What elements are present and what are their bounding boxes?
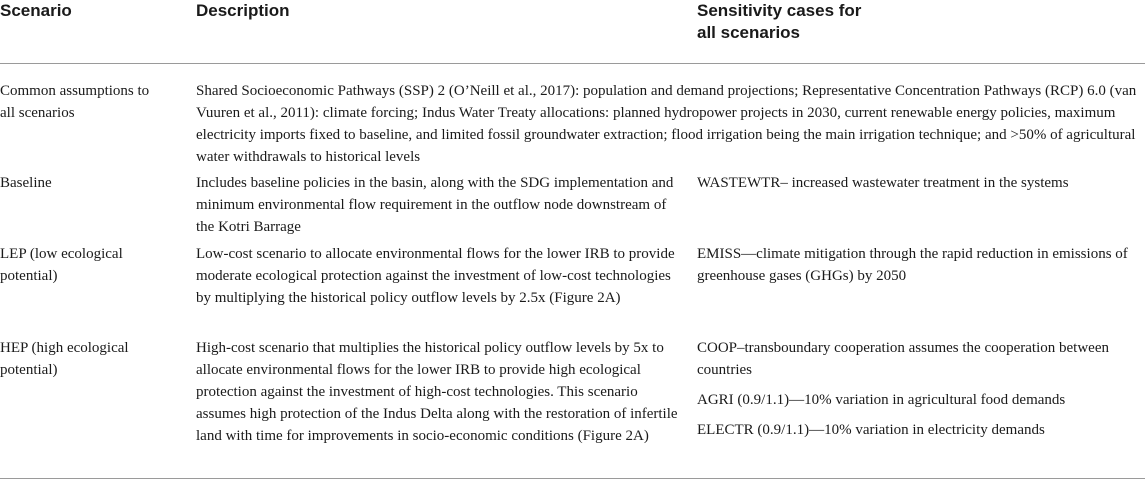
row-hep-description: High-cost scenario that multiplies the historical policy outflow levels by 5x to allocate environmental flows for the lower IRB to provide high ecological protection against the investment of high-cost technologies. This scenario assumes high protection of the Indus Delta along with the restoration of infertile land with time for improvements in socio-economic conditions (Figure 2A) — [196, 340, 678, 444]
scenario-line: potential) — [0, 268, 58, 284]
scenario-line: potential) — [0, 362, 58, 378]
row-common-scenario — [0, 80, 185, 124]
row-baseline-description: Includes baseline policies in the basin, along with the SDG implementation and minimum environmental flow requirement in the outflow node downstream of the Kotri Barrage — [196, 175, 674, 235]
header-description: Description — [196, 1, 290, 20]
row-lep-sensitivity — [697, 243, 1142, 287]
scenario-line: all scenarios — [0, 105, 75, 121]
sensitivity-item: ELECTR (0.9/1.1)—10% variation in electricity demands — [697, 422, 1045, 438]
header-sensitivity — [697, 0, 997, 44]
scenario-line: LEP (low ecological — [0, 246, 123, 262]
row-common-description: Shared Socioeconomic Pathways (SSP) 2 (O’Neill et al., 2017): population and demand projections; Representative Concentration Pathways (RCP) 6.0 (van Vuuren et al., 2011): climate forcing; Indus Water Treaty allocations: planned hydropower projects in 2030, current renewable energy policies, maximum electricity imports fixed to baseline, and limited fossil groundwater extraction; flood irrigation being the main irrigation technique; and >50% of agricultural water withdrawals to historical levels — [196, 83, 1137, 165]
row-hep-sensitivity — [697, 337, 1142, 441]
row-lep-description: Low-cost scenario to allocate environmental flows for the lower IRB to provide moderate ecological protection against the investment of low-cost technologies by multiplying the historical policy outflow levels by 2.5x (Figure 2A) — [196, 246, 675, 306]
scenario-line: Common assumptions to — [0, 83, 150, 99]
scenario-line: Baseline — [0, 175, 52, 191]
header-sensitivity-line2: all scenarios — [697, 23, 801, 42]
header-scenario: Scenario — [0, 1, 72, 20]
sensitivity-item: AGRI (0.9/1.1)—10% variation in agricultural food demands — [697, 392, 1066, 408]
bottom-rule — [0, 478, 1145, 479]
sensitivity-item: EMISS—climate mitigation through the rapid reduction in emissions of greenhouse gases (GHGs) by 2050 — [697, 246, 1128, 284]
scenario-line: HEP (high ecological — [0, 340, 129, 356]
sensitivity-item: WASTEWTR– increased wastewater treatment in the systems — [697, 175, 1069, 191]
header-sensitivity-line1: Sensitivity cases for — [697, 1, 862, 20]
row-baseline-scenario — [0, 172, 185, 194]
row-lep-scenario — [0, 243, 185, 287]
row-baseline-sensitivity — [697, 172, 1142, 194]
sensitivity-item: COOP–transboundary cooperation assumes the cooperation between countries — [697, 340, 1109, 378]
row-hep-scenario — [0, 337, 185, 381]
header-rule — [0, 63, 1145, 64]
